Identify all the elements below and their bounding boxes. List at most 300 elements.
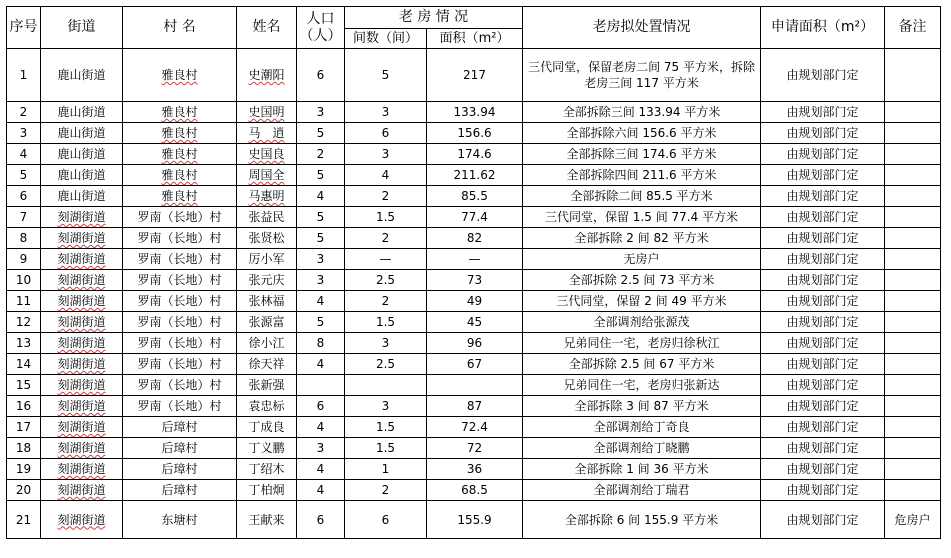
cell-area-text: 72.4 bbox=[461, 420, 488, 434]
cell-disposal bbox=[523, 144, 761, 165]
cell-village bbox=[123, 333, 237, 354]
cell-population-text: 6 bbox=[316, 68, 325, 82]
cell-area bbox=[427, 249, 523, 270]
cell-name-text: 丁义鹏 bbox=[248, 441, 285, 455]
cell-remark bbox=[885, 417, 941, 438]
cell-apply-area bbox=[761, 354, 885, 375]
cell-apply-area-text: 由规划部门定 bbox=[786, 252, 859, 266]
cell-remark bbox=[885, 207, 941, 228]
cell-remark bbox=[885, 123, 941, 144]
cell-population-text: 4 bbox=[316, 357, 325, 371]
cell-village bbox=[123, 207, 237, 228]
cell-remark bbox=[885, 165, 941, 186]
cell-name-text: 袁忠标 bbox=[248, 399, 285, 413]
cell-disposal-text: 全部拆除六间 156.6 平方米 bbox=[566, 126, 717, 140]
cell-disposal-text: 全部调剂给张源茂 bbox=[593, 315, 690, 329]
cell-area bbox=[427, 102, 523, 123]
cell-street-text: 刻湖街道 bbox=[57, 210, 106, 224]
cell-seq bbox=[7, 312, 41, 333]
cell-street-text: 刻湖街道 bbox=[57, 420, 106, 434]
header-seq: 序号 bbox=[7, 7, 41, 49]
cell-apply-area bbox=[761, 165, 885, 186]
cell-population bbox=[297, 438, 345, 459]
cell-village bbox=[123, 459, 237, 480]
cell-name bbox=[237, 438, 297, 459]
cell-area-text: 96 bbox=[466, 336, 483, 350]
cell-name bbox=[237, 49, 297, 102]
cell-seq-text: 5 bbox=[19, 168, 28, 182]
cell-village-text: 罗南（长地）村 bbox=[137, 273, 222, 287]
cell-seq-text: 20 bbox=[15, 483, 32, 497]
cell-rooms-text: 2 bbox=[381, 231, 390, 245]
cell-seq bbox=[7, 417, 41, 438]
cell-street-text: 刻湖街道 bbox=[57, 273, 106, 287]
cell-street bbox=[41, 291, 123, 312]
cell-disposal-text: 三代同堂，保留老房二间 75 平方米，拆除老房三间 117 平方米 bbox=[528, 60, 755, 90]
cell-rooms bbox=[345, 501, 427, 539]
cell-disposal-text: 全部调剂给丁奇良 bbox=[593, 420, 690, 434]
cell-name bbox=[237, 228, 297, 249]
cell-rooms bbox=[345, 333, 427, 354]
table-row bbox=[7, 396, 941, 417]
cell-disposal bbox=[523, 49, 761, 102]
cell-population-text: 4 bbox=[316, 420, 325, 434]
cell-rooms-text: 1 bbox=[381, 462, 390, 476]
cell-rooms-text: 5 bbox=[381, 68, 390, 82]
cell-remark-text: 危房户 bbox=[894, 512, 931, 527]
cell-area-text: 77.4 bbox=[461, 210, 488, 224]
table-row bbox=[7, 480, 941, 501]
cell-rooms-text: 2.5 bbox=[375, 357, 396, 371]
cell-name-text: 丁成良 bbox=[248, 420, 285, 434]
cell-village bbox=[123, 417, 237, 438]
cell-street-text: 刻湖街道 bbox=[57, 512, 106, 527]
cell-seq-text: 3 bbox=[19, 126, 28, 140]
cell-rooms-text: 2 bbox=[381, 483, 390, 497]
cell-apply-area bbox=[761, 501, 885, 539]
cell-apply-area-text: 由规划部门定 bbox=[786, 294, 859, 308]
cell-seq-text: 1 bbox=[19, 68, 28, 82]
table-row bbox=[7, 165, 941, 186]
cell-population bbox=[297, 144, 345, 165]
cell-seq-text: 9 bbox=[19, 252, 28, 266]
cell-village-text: 雅良村 bbox=[161, 168, 198, 182]
cell-village bbox=[123, 228, 237, 249]
cell-population-text: 6 bbox=[316, 399, 325, 413]
cell-rooms-text: 2 bbox=[381, 189, 390, 203]
cell-street bbox=[41, 480, 123, 501]
cell-street-text: 刻湖街道 bbox=[57, 231, 106, 245]
cell-area-text: 85.5 bbox=[461, 189, 488, 203]
cell-population-text: 5 bbox=[316, 315, 325, 329]
table-row bbox=[7, 228, 941, 249]
cell-street-text: 鹿山街道 bbox=[57, 68, 106, 82]
cell-disposal bbox=[523, 291, 761, 312]
cell-seq-text: 13 bbox=[15, 336, 32, 350]
cell-area-text: 87 bbox=[466, 399, 483, 413]
cell-disposal bbox=[523, 312, 761, 333]
cell-apply-area-text: 由规划部门定 bbox=[786, 420, 859, 434]
cell-village-text: 雅良村 bbox=[161, 68, 198, 82]
cell-rooms bbox=[345, 396, 427, 417]
cell-village bbox=[123, 312, 237, 333]
cell-apply-area-text: 由规划部门定 bbox=[786, 378, 859, 392]
cell-name bbox=[237, 144, 297, 165]
cell-street bbox=[41, 144, 123, 165]
cell-seq-text: 18 bbox=[15, 441, 32, 455]
cell-village-text: 罗南（长地）村 bbox=[137, 399, 222, 413]
header-apply-area: 申请面积（m²） bbox=[761, 7, 885, 49]
cell-area bbox=[427, 165, 523, 186]
cell-rooms bbox=[345, 249, 427, 270]
cell-seq bbox=[7, 438, 41, 459]
header-disposal: 老房拟处置情况 bbox=[523, 7, 761, 49]
cell-apply-area-text: 由规划部门定 bbox=[786, 483, 859, 497]
cell-disposal bbox=[523, 102, 761, 123]
table-row bbox=[7, 270, 941, 291]
cell-street-text: 鹿山街道 bbox=[57, 168, 106, 182]
cell-village-text: 罗南（长地）村 bbox=[137, 357, 222, 371]
cell-name-text: 张源富 bbox=[248, 315, 285, 329]
cell-village bbox=[123, 186, 237, 207]
cell-street bbox=[41, 417, 123, 438]
cell-disposal bbox=[523, 480, 761, 501]
cell-remark bbox=[885, 354, 941, 375]
cell-disposal bbox=[523, 270, 761, 291]
cell-name bbox=[237, 396, 297, 417]
table-row bbox=[7, 144, 941, 165]
housing-table bbox=[6, 6, 941, 539]
cell-area bbox=[427, 480, 523, 501]
header-rooms: 间数（间） bbox=[345, 29, 427, 49]
cell-seq bbox=[7, 480, 41, 501]
cell-seq-text: 2 bbox=[19, 105, 28, 119]
cell-village-text: 罗南（长地）村 bbox=[137, 378, 222, 392]
table-row bbox=[7, 102, 941, 123]
table-row bbox=[7, 438, 941, 459]
cell-population bbox=[297, 333, 345, 354]
cell-street-text: 鹿山街道 bbox=[57, 105, 106, 119]
cell-remark bbox=[885, 375, 941, 396]
cell-name bbox=[237, 417, 297, 438]
cell-rooms bbox=[345, 123, 427, 144]
cell-street-text: 刻湖街道 bbox=[57, 294, 106, 308]
cell-population-text: 5 bbox=[316, 210, 325, 224]
cell-village-text: 后璋村 bbox=[161, 441, 198, 455]
cell-seq-text: 15 bbox=[15, 378, 32, 392]
cell-apply-area bbox=[761, 123, 885, 144]
table-row bbox=[7, 291, 941, 312]
cell-village-text: 雅良村 bbox=[161, 105, 198, 119]
cell-street bbox=[41, 354, 123, 375]
cell-rooms-text: 2 bbox=[381, 294, 390, 308]
cell-population-text: 5 bbox=[316, 126, 325, 140]
cell-disposal-text: 全部拆除三间 133.94 平方米 bbox=[562, 105, 721, 119]
cell-apply-area bbox=[761, 49, 885, 102]
cell-street bbox=[41, 375, 123, 396]
cell-area-text: 155.9 bbox=[457, 512, 492, 527]
cell-apply-area-text: 由规划部门定 bbox=[786, 273, 859, 287]
header-population: 人口（人） bbox=[297, 7, 345, 49]
cell-population-text: 8 bbox=[316, 336, 325, 350]
cell-street bbox=[41, 49, 123, 102]
table-row bbox=[7, 354, 941, 375]
cell-name-text: 马惠明 bbox=[248, 189, 285, 203]
cell-apply-area bbox=[761, 480, 885, 501]
cell-disposal bbox=[523, 165, 761, 186]
cell-village-text: 罗南（长地）村 bbox=[137, 210, 222, 224]
cell-population bbox=[297, 291, 345, 312]
cell-street-text: 鹿山街道 bbox=[57, 189, 106, 203]
cell-name-text: 厉小军 bbox=[248, 252, 285, 266]
cell-rooms-text: — bbox=[379, 252, 392, 266]
cell-area-text: 67 bbox=[466, 357, 483, 371]
cell-village-text: 罗南（长地）村 bbox=[137, 336, 222, 350]
cell-name-text: 史潮阳 bbox=[248, 68, 285, 82]
cell-street bbox=[41, 312, 123, 333]
cell-disposal bbox=[523, 186, 761, 207]
cell-area bbox=[427, 459, 523, 480]
cell-seq-text: 8 bbox=[19, 231, 28, 245]
cell-name-text: 张元庆 bbox=[248, 273, 285, 287]
cell-population bbox=[297, 354, 345, 375]
cell-name bbox=[237, 186, 297, 207]
cell-village bbox=[123, 396, 237, 417]
table-row bbox=[7, 417, 941, 438]
cell-population-text: 4 bbox=[316, 483, 325, 497]
cell-street-text: 鹿山街道 bbox=[57, 147, 106, 161]
cell-apply-area-text: 由规划部门定 bbox=[786, 231, 859, 245]
cell-rooms bbox=[345, 291, 427, 312]
cell-seq bbox=[7, 144, 41, 165]
cell-area bbox=[427, 228, 523, 249]
cell-seq bbox=[7, 270, 41, 291]
table-row bbox=[7, 49, 941, 102]
cell-street-text: 刻湖街道 bbox=[57, 441, 106, 455]
cell-street-text: 刻湖街道 bbox=[57, 315, 106, 329]
cell-village-text: 罗南（长地）村 bbox=[137, 294, 222, 308]
cell-seq-text: 7 bbox=[19, 210, 28, 224]
cell-rooms-text: 2.5 bbox=[375, 273, 396, 287]
cell-name-text: 王献来 bbox=[248, 512, 285, 527]
cell-population-text: 6 bbox=[316, 512, 325, 527]
cell-rooms bbox=[345, 165, 427, 186]
cell-name-text: 丁柏炯 bbox=[248, 483, 285, 497]
cell-name-text: 马 逍 bbox=[248, 126, 285, 140]
cell-street-text: 刻湖街道 bbox=[57, 252, 106, 266]
cell-street bbox=[41, 333, 123, 354]
cell-population-text: 2 bbox=[316, 147, 325, 161]
cell-village bbox=[123, 291, 237, 312]
cell-seq-text: 17 bbox=[15, 420, 32, 434]
cell-seq bbox=[7, 49, 41, 102]
cell-name bbox=[237, 249, 297, 270]
cell-remark bbox=[885, 312, 941, 333]
cell-population-text: 5 bbox=[316, 231, 325, 245]
table-row bbox=[7, 333, 941, 354]
cell-village bbox=[123, 144, 237, 165]
cell-remark bbox=[885, 438, 941, 459]
cell-name-text: 张益民 bbox=[248, 210, 285, 224]
cell-population bbox=[297, 207, 345, 228]
cell-disposal-text: 全部拆除 3 间 87 平方米 bbox=[574, 399, 709, 413]
cell-name bbox=[237, 165, 297, 186]
cell-population-text: 5 bbox=[316, 168, 325, 182]
cell-rooms bbox=[345, 207, 427, 228]
cell-area bbox=[427, 417, 523, 438]
cell-seq-text: 14 bbox=[15, 357, 32, 371]
cell-apply-area-text: 由规划部门定 bbox=[786, 357, 859, 371]
cell-apply-area bbox=[761, 207, 885, 228]
cell-area bbox=[427, 333, 523, 354]
cell-remark bbox=[885, 480, 941, 501]
cell-street bbox=[41, 207, 123, 228]
cell-village bbox=[123, 49, 237, 102]
cell-area-text: 68.5 bbox=[461, 483, 488, 497]
cell-rooms bbox=[345, 438, 427, 459]
cell-rooms bbox=[345, 49, 427, 102]
cell-population bbox=[297, 49, 345, 102]
cell-disposal-text: 全部拆除二间 85.5 平方米 bbox=[570, 189, 713, 203]
cell-street bbox=[41, 102, 123, 123]
cell-remark bbox=[885, 333, 941, 354]
cell-area-text: 73 bbox=[466, 273, 483, 287]
cell-disposal bbox=[523, 501, 761, 539]
cell-seq bbox=[7, 333, 41, 354]
cell-apply-area bbox=[761, 396, 885, 417]
cell-name bbox=[237, 102, 297, 123]
cell-disposal bbox=[523, 249, 761, 270]
cell-apply-area bbox=[761, 228, 885, 249]
cell-area-text: 211.62 bbox=[453, 168, 496, 182]
header-old-house: 老 房 情 况 bbox=[345, 7, 523, 29]
cell-seq-text: 12 bbox=[15, 315, 32, 329]
cell-population bbox=[297, 270, 345, 291]
cell-remark bbox=[885, 396, 941, 417]
cell-name-text: 徐天祥 bbox=[248, 357, 285, 371]
cell-apply-area-text: 由规划部门定 bbox=[786, 399, 859, 413]
cell-disposal-text: 全部调剂给丁瑞君 bbox=[593, 483, 690, 497]
cell-name bbox=[237, 459, 297, 480]
cell-village-text: 雅良村 bbox=[161, 126, 198, 140]
cell-remark bbox=[885, 291, 941, 312]
cell-street bbox=[41, 501, 123, 539]
cell-rooms-text: 1.5 bbox=[375, 420, 396, 434]
cell-street-text: 刻湖街道 bbox=[57, 336, 106, 350]
cell-area-text: 72 bbox=[466, 441, 483, 455]
cell-rooms-text: 1.5 bbox=[375, 441, 396, 455]
cell-area bbox=[427, 123, 523, 144]
cell-apply-area-text: 由规划部门定 bbox=[786, 336, 859, 350]
cell-seq bbox=[7, 354, 41, 375]
table-row bbox=[7, 186, 941, 207]
cell-street-text: 刻湖街道 bbox=[57, 378, 106, 392]
document-page bbox=[6, 6, 941, 539]
cell-rooms bbox=[345, 312, 427, 333]
cell-remark bbox=[885, 270, 941, 291]
cell-population-text: 3 bbox=[316, 441, 325, 455]
cell-population-text: 4 bbox=[316, 189, 325, 203]
cell-village-text: 后璋村 bbox=[161, 462, 198, 476]
cell-area bbox=[427, 186, 523, 207]
cell-rooms-text: 3 bbox=[381, 336, 390, 350]
cell-apply-area bbox=[761, 249, 885, 270]
cell-apply-area bbox=[761, 375, 885, 396]
table-row bbox=[7, 312, 941, 333]
cell-seq-text: 6 bbox=[19, 189, 28, 203]
cell-village-text: 雅良村 bbox=[161, 147, 198, 161]
cell-area-text: 174.6 bbox=[457, 147, 492, 161]
cell-disposal-text: 三代同堂，保留 1.5 间 77.4 平方米 bbox=[544, 210, 739, 224]
cell-remark bbox=[885, 102, 941, 123]
cell-name-text: 徐小江 bbox=[248, 336, 285, 350]
cell-area bbox=[427, 291, 523, 312]
cell-remark bbox=[885, 144, 941, 165]
cell-seq bbox=[7, 396, 41, 417]
cell-seq bbox=[7, 459, 41, 480]
cell-apply-area-text: 由规划部门定 bbox=[786, 126, 859, 140]
cell-street-text: 刻湖街道 bbox=[57, 357, 106, 371]
cell-area-text: 133.94 bbox=[453, 105, 496, 119]
cell-disposal-text: 三代同堂，保留 2 间 49 平方米 bbox=[556, 294, 727, 308]
cell-population-text: 4 bbox=[316, 294, 325, 308]
cell-apply-area bbox=[761, 144, 885, 165]
cell-apply-area-text: 由规划部门定 bbox=[786, 68, 859, 82]
cell-rooms bbox=[345, 459, 427, 480]
cell-village bbox=[123, 249, 237, 270]
cell-population-text: 3 bbox=[316, 273, 325, 287]
cell-village bbox=[123, 438, 237, 459]
header-name: 姓名 bbox=[237, 7, 297, 49]
cell-disposal-text: 全部拆除四间 211.6 平方米 bbox=[566, 168, 717, 182]
cell-population bbox=[297, 480, 345, 501]
cell-village-text: 东塘村 bbox=[161, 512, 198, 527]
cell-disposal bbox=[523, 123, 761, 144]
cell-remark bbox=[885, 49, 941, 102]
cell-disposal bbox=[523, 417, 761, 438]
cell-disposal-text: 全部拆除 1 间 36 平方米 bbox=[574, 462, 709, 476]
cell-apply-area-text: 由规划部门定 bbox=[786, 462, 859, 476]
cell-rooms bbox=[345, 102, 427, 123]
cell-apply-area bbox=[761, 333, 885, 354]
cell-village bbox=[123, 102, 237, 123]
cell-name bbox=[237, 123, 297, 144]
cell-village bbox=[123, 354, 237, 375]
cell-apply-area bbox=[761, 102, 885, 123]
cell-population-text: 3 bbox=[316, 105, 325, 119]
cell-apply-area-text: 由规划部门定 bbox=[786, 512, 859, 527]
cell-street bbox=[41, 123, 123, 144]
table-row bbox=[7, 375, 941, 396]
cell-street bbox=[41, 396, 123, 417]
cell-disposal bbox=[523, 375, 761, 396]
cell-seq-text: 21 bbox=[15, 512, 32, 527]
cell-seq bbox=[7, 186, 41, 207]
cell-village-text: 后璋村 bbox=[161, 483, 198, 497]
header-remark: 备注 bbox=[885, 7, 941, 49]
cell-seq bbox=[7, 165, 41, 186]
cell-street-text: 鹿山街道 bbox=[57, 126, 106, 140]
cell-seq bbox=[7, 249, 41, 270]
cell-rooms bbox=[345, 270, 427, 291]
cell-name bbox=[237, 480, 297, 501]
cell-population bbox=[297, 249, 345, 270]
cell-area-text: 217 bbox=[463, 68, 486, 82]
cell-village bbox=[123, 375, 237, 396]
cell-area bbox=[427, 438, 523, 459]
cell-rooms bbox=[345, 417, 427, 438]
cell-population bbox=[297, 417, 345, 438]
